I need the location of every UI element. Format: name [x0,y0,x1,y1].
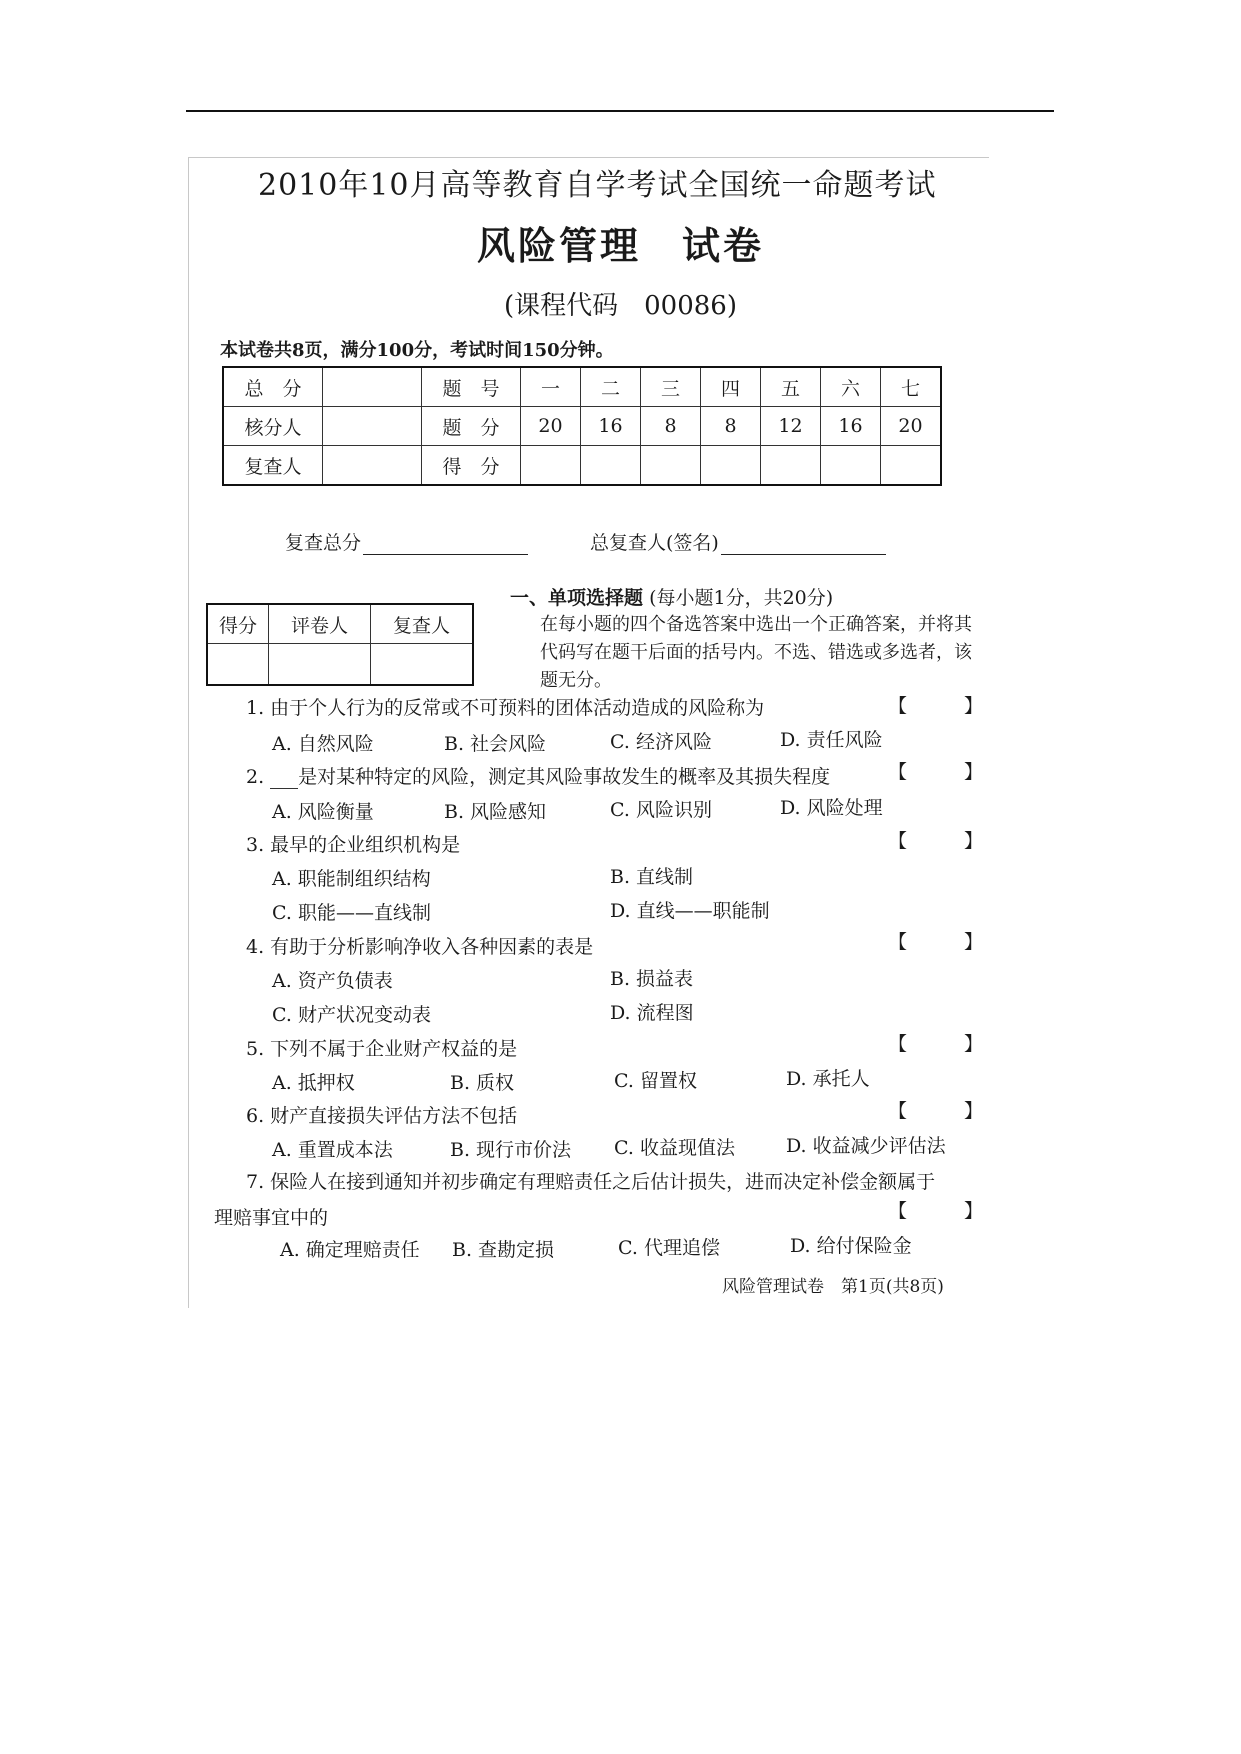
page-footer: 风险管理试卷 第1页(共8页) [722,1277,944,1297]
question-number: 二 [581,367,641,407]
earned-score-cell[interactable] [581,446,641,486]
option-c: C. 职能——直线制 [272,902,431,924]
answer-bracket[interactable]: 【 】 [888,695,984,717]
earned-score-cell[interactable] [701,446,761,486]
option-d: D. 收益减少评估法 [786,1135,946,1157]
earned-score-cell[interactable] [761,446,821,486]
section-instructions: 在每小题的四个备选答案中选出一个正确答案，并将其代码写在题干后面的括号内。不选、错选或多选者，该题无分。 [540,614,972,691]
question-stem-continued: 理赔事宜中的 [214,1207,329,1229]
section-heading [510,583,833,610]
grader-reviewer-cell[interactable] [371,644,474,686]
course-code: (课程代码 00086) [504,291,737,321]
option-b: B. 直线制 [610,866,694,888]
score-cell-reviewer[interactable] [323,446,422,486]
question-score: 16 [581,407,641,446]
top-rule [186,110,1054,112]
row-header-score: 题 分 [422,407,521,446]
reviewer-signature-field[interactable] [721,536,886,555]
option-d: D. 直线——职能制 [610,900,770,922]
earned-score-cell[interactable] [641,446,701,486]
question-number: 七 [881,367,942,407]
row-header-number: 题 号 [422,367,521,407]
row-header-earned: 得 分 [422,446,521,486]
option-d: D. 风险处理 [780,797,883,819]
option-a: A. 资产负债表 [272,970,393,992]
answer-bracket[interactable]: 【 】 [888,1200,984,1222]
fill-blank[interactable] [270,772,298,789]
question-score: 8 [701,407,761,446]
option-a: A. 职能制组织结构 [272,868,431,890]
answer-bracket[interactable]: 【 】 [888,830,984,852]
score-label-checker: 核分人 [223,407,323,446]
grader-header-reviewer: 复查人 [371,604,474,644]
section-points: (每小题1分，共20分) [649,587,834,609]
section-title: 一、单项选择题 [510,587,644,609]
option-c: C. 风险识别 [610,799,712,821]
question-stem: 5. 下列不属于企业财产权益的是 [246,1038,518,1060]
option-a: A. 确定理赔责任 [280,1239,420,1261]
option-b: B. 损益表 [610,968,694,990]
option-d: D. 给付保险金 [790,1235,912,1257]
score-cell-checker[interactable] [323,407,422,446]
grader-table [206,603,474,686]
review-total [285,528,528,555]
question-stem: 4. 有助于分析影响净收入各种因素的表是 [246,936,594,958]
score-table [222,366,942,486]
option-b: B. 风险感知 [444,801,547,823]
question-stem: 1. 由于个人行为的反常或不可预料的团体活动造成的风险称为 [246,697,765,719]
question-stem: 7. 保险人在接到通知并初步确定有理赔责任之后估计损失，进而决定补偿金额属于 [246,1171,936,1193]
subject-title: 风险管理 试卷 [476,223,764,268]
score-cell-total[interactable] [323,367,422,407]
option-d: D. 承托人 [786,1068,870,1090]
question-score: 12 [761,407,821,446]
exam-title: 2010年10月高等教育自学考试全国统一命题考试 [258,168,937,203]
option-c: C. 代理追偿 [618,1237,720,1259]
answer-bracket[interactable]: 【 】 [888,931,984,953]
option-b: B. 查勘定损 [452,1239,555,1261]
grader-header-score: 得分 [207,604,269,644]
question-number: 四 [701,367,761,407]
option-c: C. 经济风险 [610,731,712,753]
earned-score-cell[interactable] [521,446,581,486]
earned-score-cell[interactable] [821,446,881,486]
option-b: B. 社会风险 [444,733,547,755]
review-total-label: 复查总分 [285,532,362,554]
question-score: 20 [521,407,581,446]
option-c: C. 留置权 [614,1070,697,1092]
option-b: B. 现行市价法 [450,1139,572,1161]
earned-score-cell[interactable] [881,446,942,486]
option-c: C. 收益现值法 [614,1137,735,1159]
grader-header-grader: 评卷人 [269,604,371,644]
answer-bracket[interactable]: 【 】 [888,761,984,783]
question-stem-text: 是对某种特定的风险，测定其风险事故发生的概率及其损失程度 [298,766,831,788]
grader-name-cell[interactable] [269,644,371,686]
question-number: 三 [641,367,701,407]
question-stem: 3. 最早的企业组织机构是 [246,834,461,856]
answer-bracket[interactable]: 【 】 [888,1100,984,1122]
question-number: 一 [521,367,581,407]
option-a: A. 自然风险 [272,733,374,755]
option-d: D. 责任风险 [780,729,883,751]
question-number: 六 [821,367,881,407]
option-a: A. 抵押权 [272,1072,355,1094]
score-label-reviewer: 复查人 [223,446,323,486]
exam-info: 本试卷共8页，满分100分，考试时间150分钟。 [220,340,614,361]
question-score: 20 [881,407,942,446]
option-d: D. 流程图 [610,1002,694,1024]
review-signature [590,528,886,555]
question-score: 8 [641,407,701,446]
reviewer-signature-label: 总复查人(签名) [590,532,719,554]
question-number: 五 [761,367,821,407]
grader-score-cell[interactable] [207,644,269,686]
option-a: A. 重置成本法 [272,1139,393,1161]
option-b: B. 质权 [450,1072,515,1094]
question-score: 16 [821,407,881,446]
option-a: A. 风险衡量 [272,801,374,823]
question-stem: 6. 财产直接损失评估方法不包括 [246,1105,518,1127]
answer-bracket[interactable]: 【 】 [888,1033,984,1055]
review-total-field[interactable] [363,536,528,555]
option-c: C. 财产状况变动表 [272,1004,431,1026]
question-stem [246,762,830,789]
score-label-total: 总 分 [223,367,323,407]
question-number-prefix: 2. [246,766,271,788]
